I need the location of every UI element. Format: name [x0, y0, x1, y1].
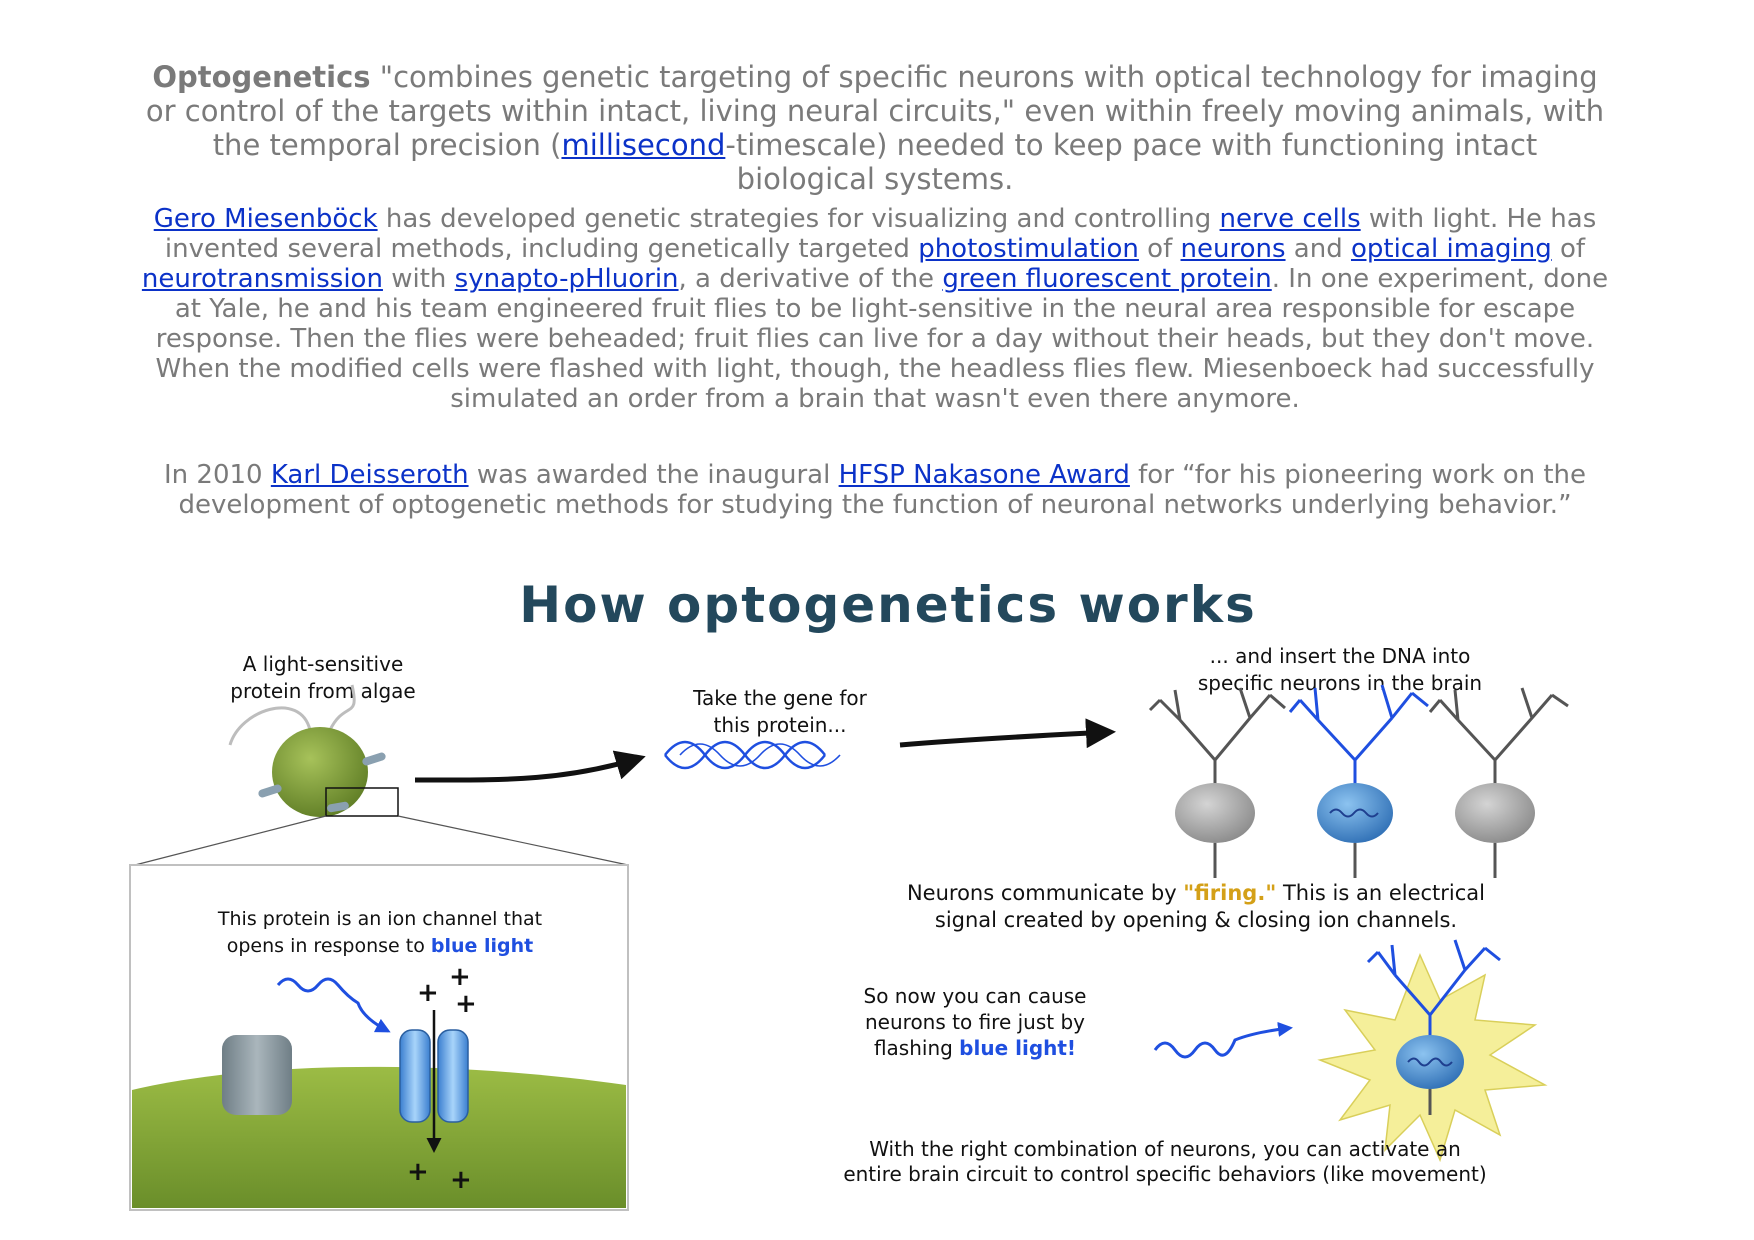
channel-label-2 [227, 935, 534, 957]
link-neurotransmission[interactable]: neurotransmission [141, 264, 383, 294]
text: has developed genetic strategies for visualizing and controlling [377, 204, 1220, 234]
insert-label-2: specific neurons in the brain [1197, 671, 1483, 695]
cause-label-2: neurons to fire just by [865, 1010, 1085, 1034]
gene-label-2: this protein... [713, 713, 847, 737]
plus-sign: + [449, 962, 471, 992]
text: opens in response to [226, 935, 431, 957]
paragraph-miesenbock [140, 204, 1610, 414]
neuron-blue-center [1290, 685, 1428, 878]
algae-label-2: protein from algae [230, 679, 416, 703]
text: Neurons communicate by [906, 881, 1184, 905]
blue-light-text: blue light! [959, 1036, 1077, 1060]
link-synapto-phluorin[interactable]: synapto-pHluorin [454, 264, 679, 294]
neuron-gray-right [1430, 688, 1568, 878]
plus-sign: + [417, 978, 439, 1008]
blue-light-wave-icon [1155, 1028, 1290, 1057]
arrow-gene-to-neurons [900, 732, 1110, 745]
link-nerve-cells[interactable]: nerve cells [1219, 204, 1361, 234]
text: , a derivative of the [678, 264, 943, 294]
link-hfsp-nakasone-award[interactable]: HFSP Nakasone Award [838, 460, 1130, 490]
cause-label-1: So now you can cause [863, 984, 1087, 1008]
link-millisecond[interactable]: millisecond [561, 128, 726, 162]
text: . In one experiment, done at Yale, he and his team engineered fruit flies to be light-sensitive in the neural area responsible for escape response. Then the flies were beheaded; fruit flies can live for a day without their heads, but they don't move. When the modified cells were flashed with light, though, the headless flies flew. Miesenboeck had successfully simulated an order from a brain that wasn't even there anymore. [155, 264, 1609, 414]
link-photostimulation[interactable]: photostimulation [918, 234, 1139, 264]
plus-sign: + [455, 989, 477, 1019]
text: was awarded the inaugural [468, 460, 839, 490]
plus-sign: + [407, 1157, 429, 1187]
dna-icon [665, 742, 840, 768]
link-optical-imaging[interactable]: optical imaging [1350, 234, 1552, 264]
term-optogenetics: Optogenetics [152, 60, 371, 94]
gene-label-1: Take the gene for [693, 686, 867, 710]
link-green-fluorescent-protein[interactable]: green fluorescent protein [942, 264, 1272, 294]
optogenetics-figure [0, 560, 1754, 1240]
bottom-label-2: entire brain circuit to control specific behaviors (like movement) [843, 1162, 1487, 1186]
cause-label-3 [874, 1036, 1076, 1060]
insert-label-1: ... and insert the DNA into [1209, 644, 1471, 668]
firing-neuron [1320, 940, 1545, 1160]
text: of [1551, 234, 1586, 264]
ion-channel-inset [130, 865, 628, 1210]
arrow-algae-to-gene [415, 758, 640, 780]
firing-text: "firing." [1183, 881, 1277, 905]
text: This is an electrical [1276, 881, 1486, 905]
paragraph-optogenetics [140, 60, 1610, 196]
text: with [382, 264, 455, 294]
link-gero-miesenbock[interactable]: Gero Miesenböck [153, 204, 378, 234]
paragraph-deisseroth [140, 460, 1610, 520]
communicate-label-1 [907, 881, 1485, 905]
plus-sign: + [450, 1165, 472, 1195]
text: -timescale) needed to keep pace with functioning intact biological systems. [725, 128, 1538, 196]
text: of [1138, 234, 1181, 264]
communicate-label-2: signal created by opening & closing ion channels. [934, 908, 1458, 932]
text: with light. He has invented several methods, including genetically targeted [164, 204, 1597, 264]
text: flashing [873, 1036, 960, 1060]
channel-label-1: This protein is an ion channel that [217, 908, 543, 930]
text: and [1285, 234, 1351, 264]
blue-light-text: blue light [430, 935, 534, 957]
text: for “for his pioneering work on the development of optogenetic methods for studying the function of neuronal networks underlying behavior.” [178, 460, 1587, 520]
neuron-gray-left [1150, 688, 1285, 878]
bottom-label-1: With the right combination of neurons, you can activate an [869, 1137, 1461, 1161]
text: In 2010 [163, 460, 271, 490]
link-karl-deisseroth[interactable]: Karl Deisseroth [270, 460, 469, 490]
figure-title: How optogenetics works [519, 576, 1257, 634]
text: "combines genetic targeting of specific neurons with optical technology for imaging or control of the targets within intact, living neural circuits," even within freely moving animals, with the temporal precision ( [145, 60, 1605, 162]
link-neurons[interactable]: neurons [1180, 234, 1286, 264]
algae-label-1: A light-sensitive [242, 652, 404, 676]
